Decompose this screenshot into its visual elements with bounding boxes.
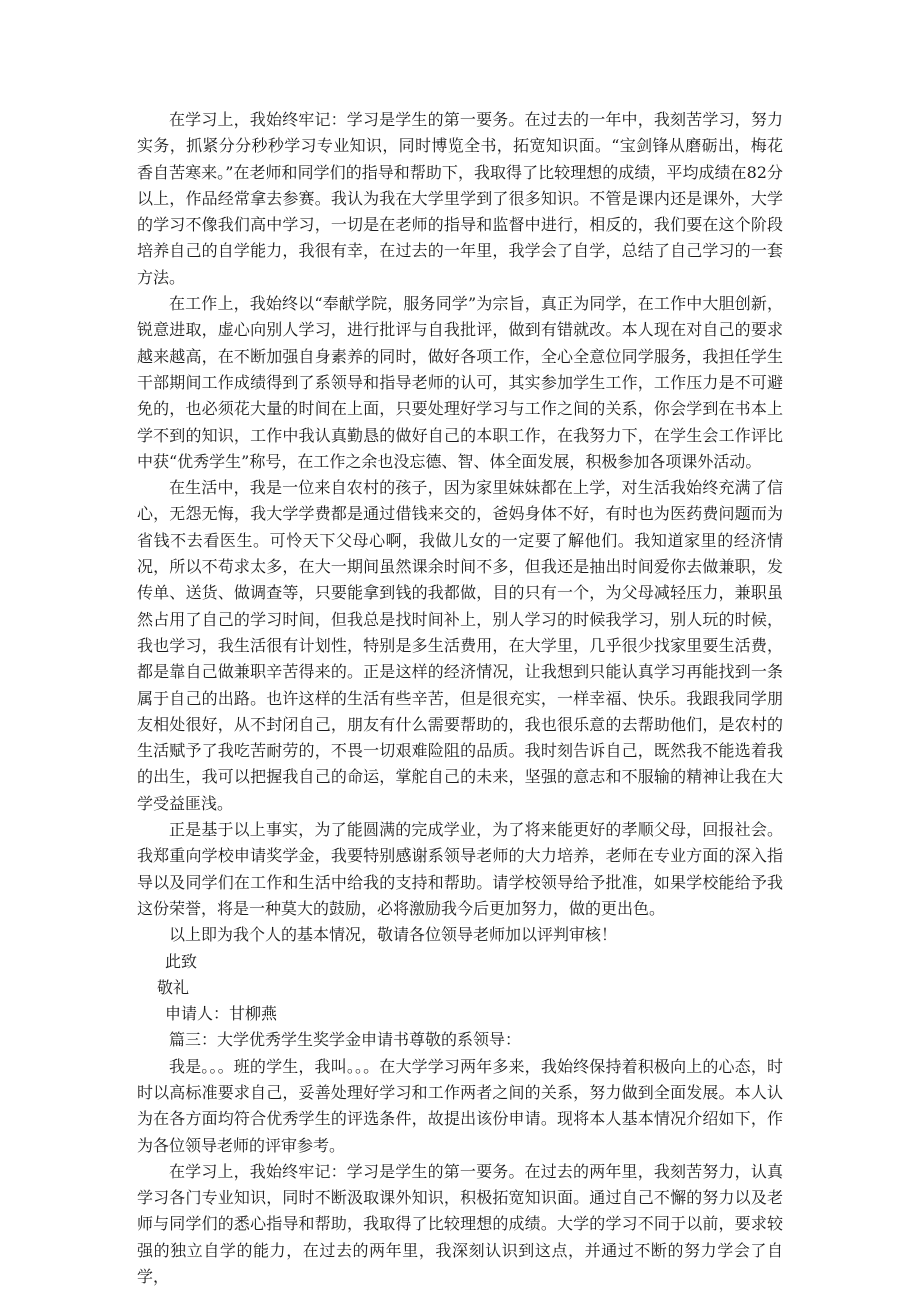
paragraph-life: 在生活中，我是一位来自农村的孩子，因为家里妹妹都在上学，对生活我始终充满了信心，无怨无悔，我大学学费都是通过借钱来交的，爸妈身体不好，有时也为医药费问题而为省钱不去看医生。可怜天下父母心啊，我做儿女的一定要了解他们。我知道家里的经济情况，所以不苟求太多，在大一期间虽然课余时间不多，但我还是抽出时间爱你去做兼职，发传单、送货、做调查等，只要能拿到钱的我都做，目的只有一个，为父母减轻压力，兼职虽然占用了自己的学习时间，但我总是找时间补上，别人学习的时候我学习，别人玩的时候，我也学习，我生活很有计划性，特别是多生活费用，在大学里，几乎很少找家里要生活费，都是靠自己做兼职辛苦得来的。正是这样的经济情况，让我想到只能认真学习再能找到一条属于自己的出路。也许这样的生活有些辛苦，但是很充实，一样幸福、快乐。我跟我同学朋友相处很好，从不封闭自己，朋友有什么需要帮助的，我也很乐意的去帮助他们，是农村的生活赋予了我吃苦耐劳的，不畏一切艰难险阻的品质。我时刻告诉自己，既然我不能选着我的出生，我可以把握我自己的命运，掌舵自己的未来，坚强的意志和不服输的精神让我在大学受益匪浅。 xyxy=(137,478,783,813)
salutation-cizhi: 此致 xyxy=(165,951,198,971)
paragraph-study: 在学习上，我始终牢记：学习是学生的第一要务。在过去的一年中，我刻苦学习，努力实务，抓紧分分秒秒学习专业知识，同时博览全书，拓宽知识面。“宝剑锋从磨砺出，梅花香自苦寒来。”在老师和同学们的指导和帮助下，我取得了比较理想的成绩，平均成绩在82分以上，作品经常拿去参赛。我认为我在大学里学到了很多知识。不管是课内还是课外，大学的学习不像我们高中学习，一切是在老师的指导和监督中进行，相反的，我们要在这个阶段培养自己的自学能力，我很有幸，在过去的一年里，我学会了自学，总结了自己学习的一套方法。 xyxy=(137,110,783,287)
paragraph-request: 正是基于以上事实，为了能圆满的完成学业，为了将来能更好的孝顺父母，回报社会。我郑重向学校申请奖学金，我要特别感谢系领导老师的大力培养，老师在专业方面的深入指导以及同学们在工作和生活中给我的支持和帮助。请学校领导给予批准，如果学校能给予我这份荣誉，将是一种莫大的鼓励，必将激励我今后更加努力，做的更出色。 xyxy=(137,820,783,918)
section-title: 篇三：大学优秀学生奖学金申请书尊敬的系领导： xyxy=(169,1030,522,1050)
paragraph-intro-2: 我是。。。班的学生，我叫。。。在大学学习两年多来，我始终保持着积极向上的心态，时时以高标准要求自己，妥善处理好学习和工作两者之间的关系，努力做到全面发展。本人认为在各方面均符合优秀学生的评选条件，故提出该份申请。现将本人基本情况介绍如下，作为各位领导老师的评审参考。 xyxy=(137,1056,783,1155)
salutation-jingli: 敬礼 xyxy=(157,977,190,997)
paragraph-work: 在工作上，我始终以“奉献学院，服务同学”为宗旨，真正为同学，在工作中大胆创新，锐意进取，虚心向别人学习，进行批评与自我批评，做到有错就改。本人现在对自己的要求越来越高，在不断加强自身素养的同时，做好各项工作，全心全意位同学服务，我担任学生干部期间工作成绩得到了系领导和指导老师的认可，其实参加学生工作，工作压力是不可避免的，也必须花大量的时间在上面，只要处理好学习与工作之间的关系，你会学到在书本上学不到的知识，工作中我认真勤恳的做好自己的本职工作，在我努力下，在学生会工作评比中获“优秀学生”称号，在工作之余也没忘德、智、体全面发展，积极参加各项课外活动。 xyxy=(137,294,783,471)
paragraph-closing: 以上即为我个人的基本情况，敬请各位领导老师加以评判审核！ xyxy=(169,925,618,945)
paragraph-study-2: 在学习上，我始终牢记：学习是学生的第一要务。在过去的两年里，我刻苦努力，认真学习各门专业知识，同时不断汲取课外知识，积极拓宽知识面。通过自己不懈的努力以及老师与同学们的悉心指导和帮助，我取得了比较理想的成绩。大学的学习不同于以前，要求较强的独立自学的能力，在过去的两年里，我深刻认识到这点，并通过不断的努力学会了自学， xyxy=(137,1161,783,1287)
signature-line: 申请人：甘柳燕 xyxy=(165,1004,278,1024)
document-body xyxy=(137,107,783,1290)
